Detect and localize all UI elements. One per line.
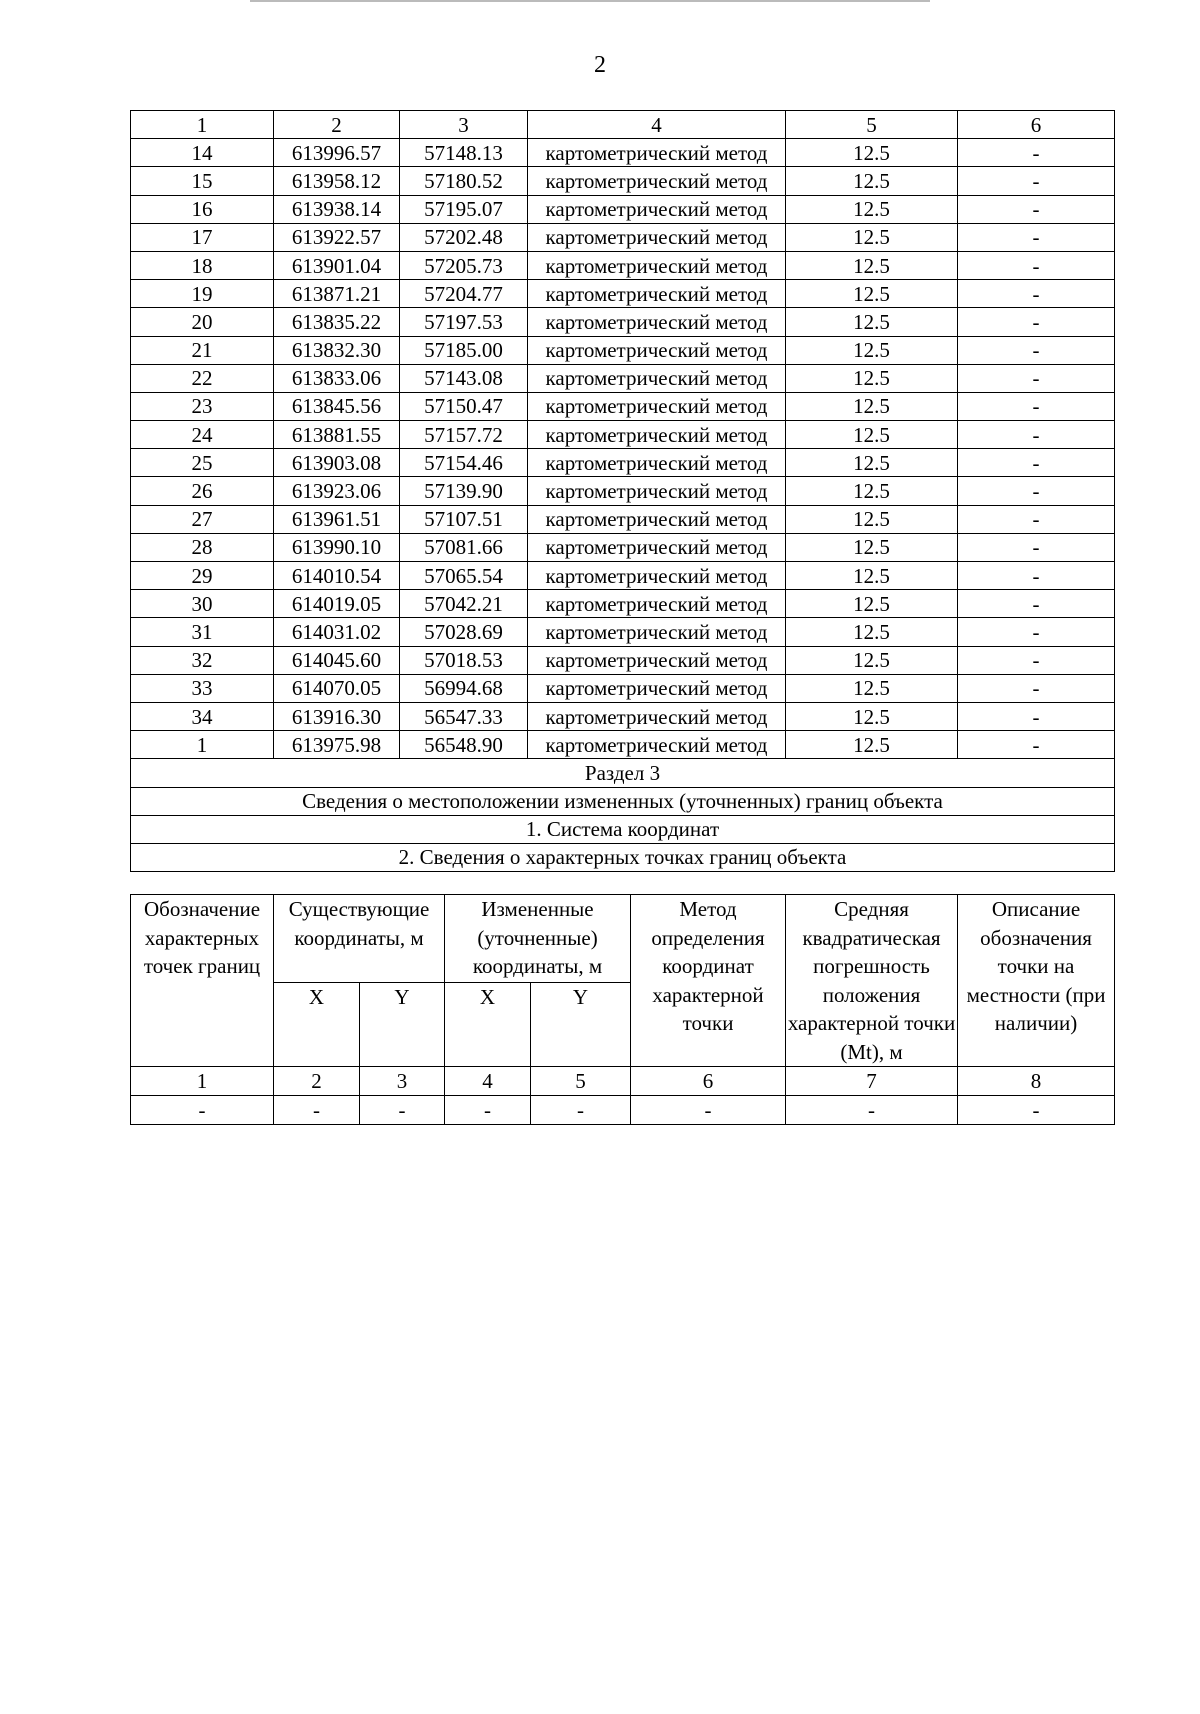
table-cell: 12.5: [786, 364, 958, 392]
table-cell: 18: [131, 251, 274, 279]
table-cell: 12.5: [786, 702, 958, 730]
table-cell: картометрический метод: [528, 308, 786, 336]
table-cell: 12.5: [786, 392, 958, 420]
table-cell: картометрический метод: [528, 731, 786, 759]
table-cell: 613916.30: [274, 702, 400, 730]
table-cell: 17: [131, 223, 274, 251]
table-cell: 21: [131, 336, 274, 364]
table-cell: 613990.10: [274, 533, 400, 561]
column-number-cell: 1: [131, 111, 274, 139]
table-cell: 12.5: [786, 731, 958, 759]
table-cell: 613881.55: [274, 421, 400, 449]
page-number: 2: [594, 52, 606, 78]
table-cell: -: [958, 364, 1115, 392]
header-method: Метод определения координат характерной точки: [631, 895, 786, 1067]
table-cell: 12.5: [786, 195, 958, 223]
table-cell: 12.5: [786, 139, 958, 167]
table-cell: картометрический метод: [528, 139, 786, 167]
table-cell: -: [958, 505, 1115, 533]
table-cell: 57180.52: [400, 167, 528, 195]
table-cell: 12.5: [786, 308, 958, 336]
table-cell: 613938.14: [274, 195, 400, 223]
column-number-cell: 6: [958, 111, 1115, 139]
table-cell: 613835.22: [274, 308, 400, 336]
table-cell: 12.5: [786, 590, 958, 618]
table-cell: -: [958, 731, 1115, 759]
table-row: [131, 167, 1115, 195]
header-error: Средняя квадратическая погрешность положения характерной точки (Mt), м: [786, 895, 958, 1067]
column-number-cell: 4: [445, 1067, 531, 1096]
table-cell: 57154.46: [400, 449, 528, 477]
table-cell: картометрический метод: [528, 392, 786, 420]
table-row: [131, 251, 1115, 279]
header-description: Описание обозначения точки на местности (при наличии): [958, 895, 1115, 1067]
table-cell: 12.5: [786, 674, 958, 702]
table-cell: картометрический метод: [528, 364, 786, 392]
table-cell: 12.5: [786, 251, 958, 279]
table-cell: -: [360, 1096, 445, 1125]
table-cell: -: [958, 195, 1115, 223]
table-cell: 613996.57: [274, 139, 400, 167]
table-cell: картометрический метод: [528, 167, 786, 195]
table-row: [131, 308, 1115, 336]
coord-system-title-row: [131, 815, 1115, 843]
column-number-cell: 4: [528, 111, 786, 139]
table-row: [131, 139, 1115, 167]
table-cell: 15: [131, 167, 274, 195]
table-cell: 57185.00: [400, 336, 528, 364]
scan-edge-line: [250, 0, 930, 2]
table-cell: картометрический метод: [528, 646, 786, 674]
column-number-cell: 2: [274, 111, 400, 139]
boundary-points-table: [130, 110, 1115, 872]
table-row: [131, 449, 1115, 477]
table-cell: 614045.60: [274, 646, 400, 674]
table-cell: 12.5: [786, 618, 958, 646]
table-row: [131, 562, 1115, 590]
table-cell: -: [958, 702, 1115, 730]
table-cell: 12.5: [786, 646, 958, 674]
table-cell: 56994.68: [400, 674, 528, 702]
table-cell: 613901.04: [274, 251, 400, 279]
table-cell: -: [131, 1096, 274, 1125]
table-cell: картометрический метод: [528, 251, 786, 279]
table-cell: картометрический метод: [528, 223, 786, 251]
table-cell: 12.5: [786, 449, 958, 477]
header-designation: Обозначение характерных точек границ: [131, 895, 274, 1067]
table-cell: 613922.57: [274, 223, 400, 251]
table-cell: -: [958, 251, 1115, 279]
table-cell: 57028.69: [400, 618, 528, 646]
table-cell: 613923.06: [274, 477, 400, 505]
column-number-cell: 3: [400, 111, 528, 139]
table-cell: -: [958, 280, 1115, 308]
column-number-cell: 6: [631, 1067, 786, 1096]
table-cell: 57107.51: [400, 505, 528, 533]
column-number-cell: 8: [958, 1067, 1115, 1096]
table-cell: 57018.53: [400, 646, 528, 674]
table-cell: 56548.90: [400, 731, 528, 759]
table-cell: картометрический метод: [528, 674, 786, 702]
table-row: [131, 421, 1115, 449]
table-cell: 57148.13: [400, 139, 528, 167]
table-cell: 12.5: [786, 336, 958, 364]
table-cell: 30: [131, 590, 274, 618]
table-cell: 614070.05: [274, 674, 400, 702]
table-row: [131, 195, 1115, 223]
table-cell: 24: [131, 421, 274, 449]
table-cell: картометрический метод: [528, 618, 786, 646]
section-title: Раздел 3: [131, 759, 1115, 787]
table-cell: 34: [131, 702, 274, 730]
table-cell: -: [958, 618, 1115, 646]
table-cell: 32: [131, 646, 274, 674]
table-cell: -: [958, 223, 1115, 251]
table-cell: 1: [131, 731, 274, 759]
column-numbers-row: [131, 1067, 1115, 1096]
table-cell: 57205.73: [400, 251, 528, 279]
table-cell: 12.5: [786, 167, 958, 195]
table-cell: 57042.21: [400, 590, 528, 618]
header-changed-coords: Измененные (уточненные) координаты, м: [445, 895, 631, 983]
table-cell: -: [274, 1096, 360, 1125]
table-cell: -: [958, 477, 1115, 505]
table-row: [131, 646, 1115, 674]
table-row: [131, 702, 1115, 730]
table-cell: картометрический метод: [528, 280, 786, 308]
column-number-cell: 3: [360, 1067, 445, 1096]
table-row: [131, 280, 1115, 308]
table-cell: 57197.53: [400, 308, 528, 336]
table-row: [131, 392, 1115, 420]
table-cell: -: [958, 562, 1115, 590]
table-cell: картометрический метод: [528, 449, 786, 477]
table-row: [131, 505, 1115, 533]
table-cell: 23: [131, 392, 274, 420]
header-existing-x: X: [274, 982, 360, 1067]
table-cell: -: [958, 1096, 1115, 1125]
table-cell: -: [958, 421, 1115, 449]
table-cell: картометрический метод: [528, 477, 786, 505]
table-row: [131, 477, 1115, 505]
table-row: [131, 731, 1115, 759]
table-cell: 12.5: [786, 477, 958, 505]
table-cell: -: [958, 336, 1115, 364]
table-cell: 57143.08: [400, 364, 528, 392]
column-number-cell: 5: [531, 1067, 631, 1096]
table-cell: 12.5: [786, 421, 958, 449]
table-cell: 33: [131, 674, 274, 702]
table-row: [131, 618, 1115, 646]
table-cell: 614019.05: [274, 590, 400, 618]
table-cell: 20: [131, 308, 274, 336]
table-cell: 29: [131, 562, 274, 590]
table-cell: -: [445, 1096, 531, 1125]
table-cell: 613958.12: [274, 167, 400, 195]
table-cell: 57195.07: [400, 195, 528, 223]
column-number-cell: 2: [274, 1067, 360, 1096]
table-cell: 14: [131, 139, 274, 167]
table-cell: -: [958, 533, 1115, 561]
table-row: [131, 336, 1115, 364]
table-row: [131, 590, 1115, 618]
table-cell: 19: [131, 280, 274, 308]
table-cell: -: [958, 646, 1115, 674]
table-cell: 57204.77: [400, 280, 528, 308]
table-cell: 28: [131, 533, 274, 561]
table-row: [131, 223, 1115, 251]
table-cell: 614010.54: [274, 562, 400, 590]
table-row: [131, 1096, 1115, 1125]
coord-system-title: 1. Система координат: [131, 815, 1115, 843]
table-cell: 12.5: [786, 533, 958, 561]
table-cell: 57157.72: [400, 421, 528, 449]
section-subtitle: Сведения о местоположении измененных (уточненных) границ объекта: [131, 787, 1115, 815]
header-changed-y: Y: [531, 982, 631, 1067]
column-number-cell: 5: [786, 111, 958, 139]
header-existing-coords: Существующие координаты, м: [274, 895, 445, 983]
column-number-cell: 1: [131, 1067, 274, 1096]
table-cell: -: [958, 449, 1115, 477]
changed-points-table: [130, 894, 1115, 1125]
table-cell: -: [958, 674, 1115, 702]
table-cell: картометрический метод: [528, 590, 786, 618]
table-cell: -: [958, 167, 1115, 195]
table-cell: 16: [131, 195, 274, 223]
table-cell: -: [958, 392, 1115, 420]
header-existing-y: Y: [360, 982, 445, 1067]
table-cell: -: [958, 308, 1115, 336]
table-cell: картометрический метод: [528, 533, 786, 561]
table-cell: 57139.90: [400, 477, 528, 505]
table-cell: картометрический метод: [528, 421, 786, 449]
table-cell: 57081.66: [400, 533, 528, 561]
table-cell: -: [531, 1096, 631, 1125]
table-cell: 12.5: [786, 223, 958, 251]
table-row: [131, 364, 1115, 392]
table-cell: 613833.06: [274, 364, 400, 392]
table-cell: картометрический метод: [528, 195, 786, 223]
table-row: [131, 533, 1115, 561]
table-cell: -: [786, 1096, 958, 1125]
table-cell: 31: [131, 618, 274, 646]
header-changed-x: X: [445, 982, 531, 1067]
table-cell: 613832.30: [274, 336, 400, 364]
table-cell: картометрический метод: [528, 562, 786, 590]
table-cell: 12.5: [786, 505, 958, 533]
table-cell: 25: [131, 449, 274, 477]
table-row: [131, 674, 1115, 702]
points-title: 2. Сведения о характерных точках границ объекта: [131, 843, 1115, 871]
table-cell: картометрический метод: [528, 505, 786, 533]
table-cell: 27: [131, 505, 274, 533]
table-cell: картометрический метод: [528, 702, 786, 730]
table-cell: картометрический метод: [528, 336, 786, 364]
table-cell: 613961.51: [274, 505, 400, 533]
table-cell: -: [958, 590, 1115, 618]
table-cell: 57202.48: [400, 223, 528, 251]
table-cell: 614031.02: [274, 618, 400, 646]
table-cell: 613903.08: [274, 449, 400, 477]
table-cell: -: [631, 1096, 786, 1125]
table-cell: 613975.98: [274, 731, 400, 759]
table-cell: 57150.47: [400, 392, 528, 420]
table-cell: 12.5: [786, 280, 958, 308]
section-subtitle-row: [131, 787, 1115, 815]
table-cell: 613845.56: [274, 392, 400, 420]
table-cell: 26: [131, 477, 274, 505]
section-title-row: [131, 759, 1115, 787]
table-header-row: [131, 111, 1115, 139]
points-title-row: [131, 843, 1115, 871]
table-cell: 57065.54: [400, 562, 528, 590]
table-cell: -: [958, 139, 1115, 167]
table-cell: 56547.33: [400, 702, 528, 730]
column-number-cell: 7: [786, 1067, 958, 1096]
table-cell: 12.5: [786, 562, 958, 590]
table-cell: 22: [131, 364, 274, 392]
table-cell: 613871.21: [274, 280, 400, 308]
